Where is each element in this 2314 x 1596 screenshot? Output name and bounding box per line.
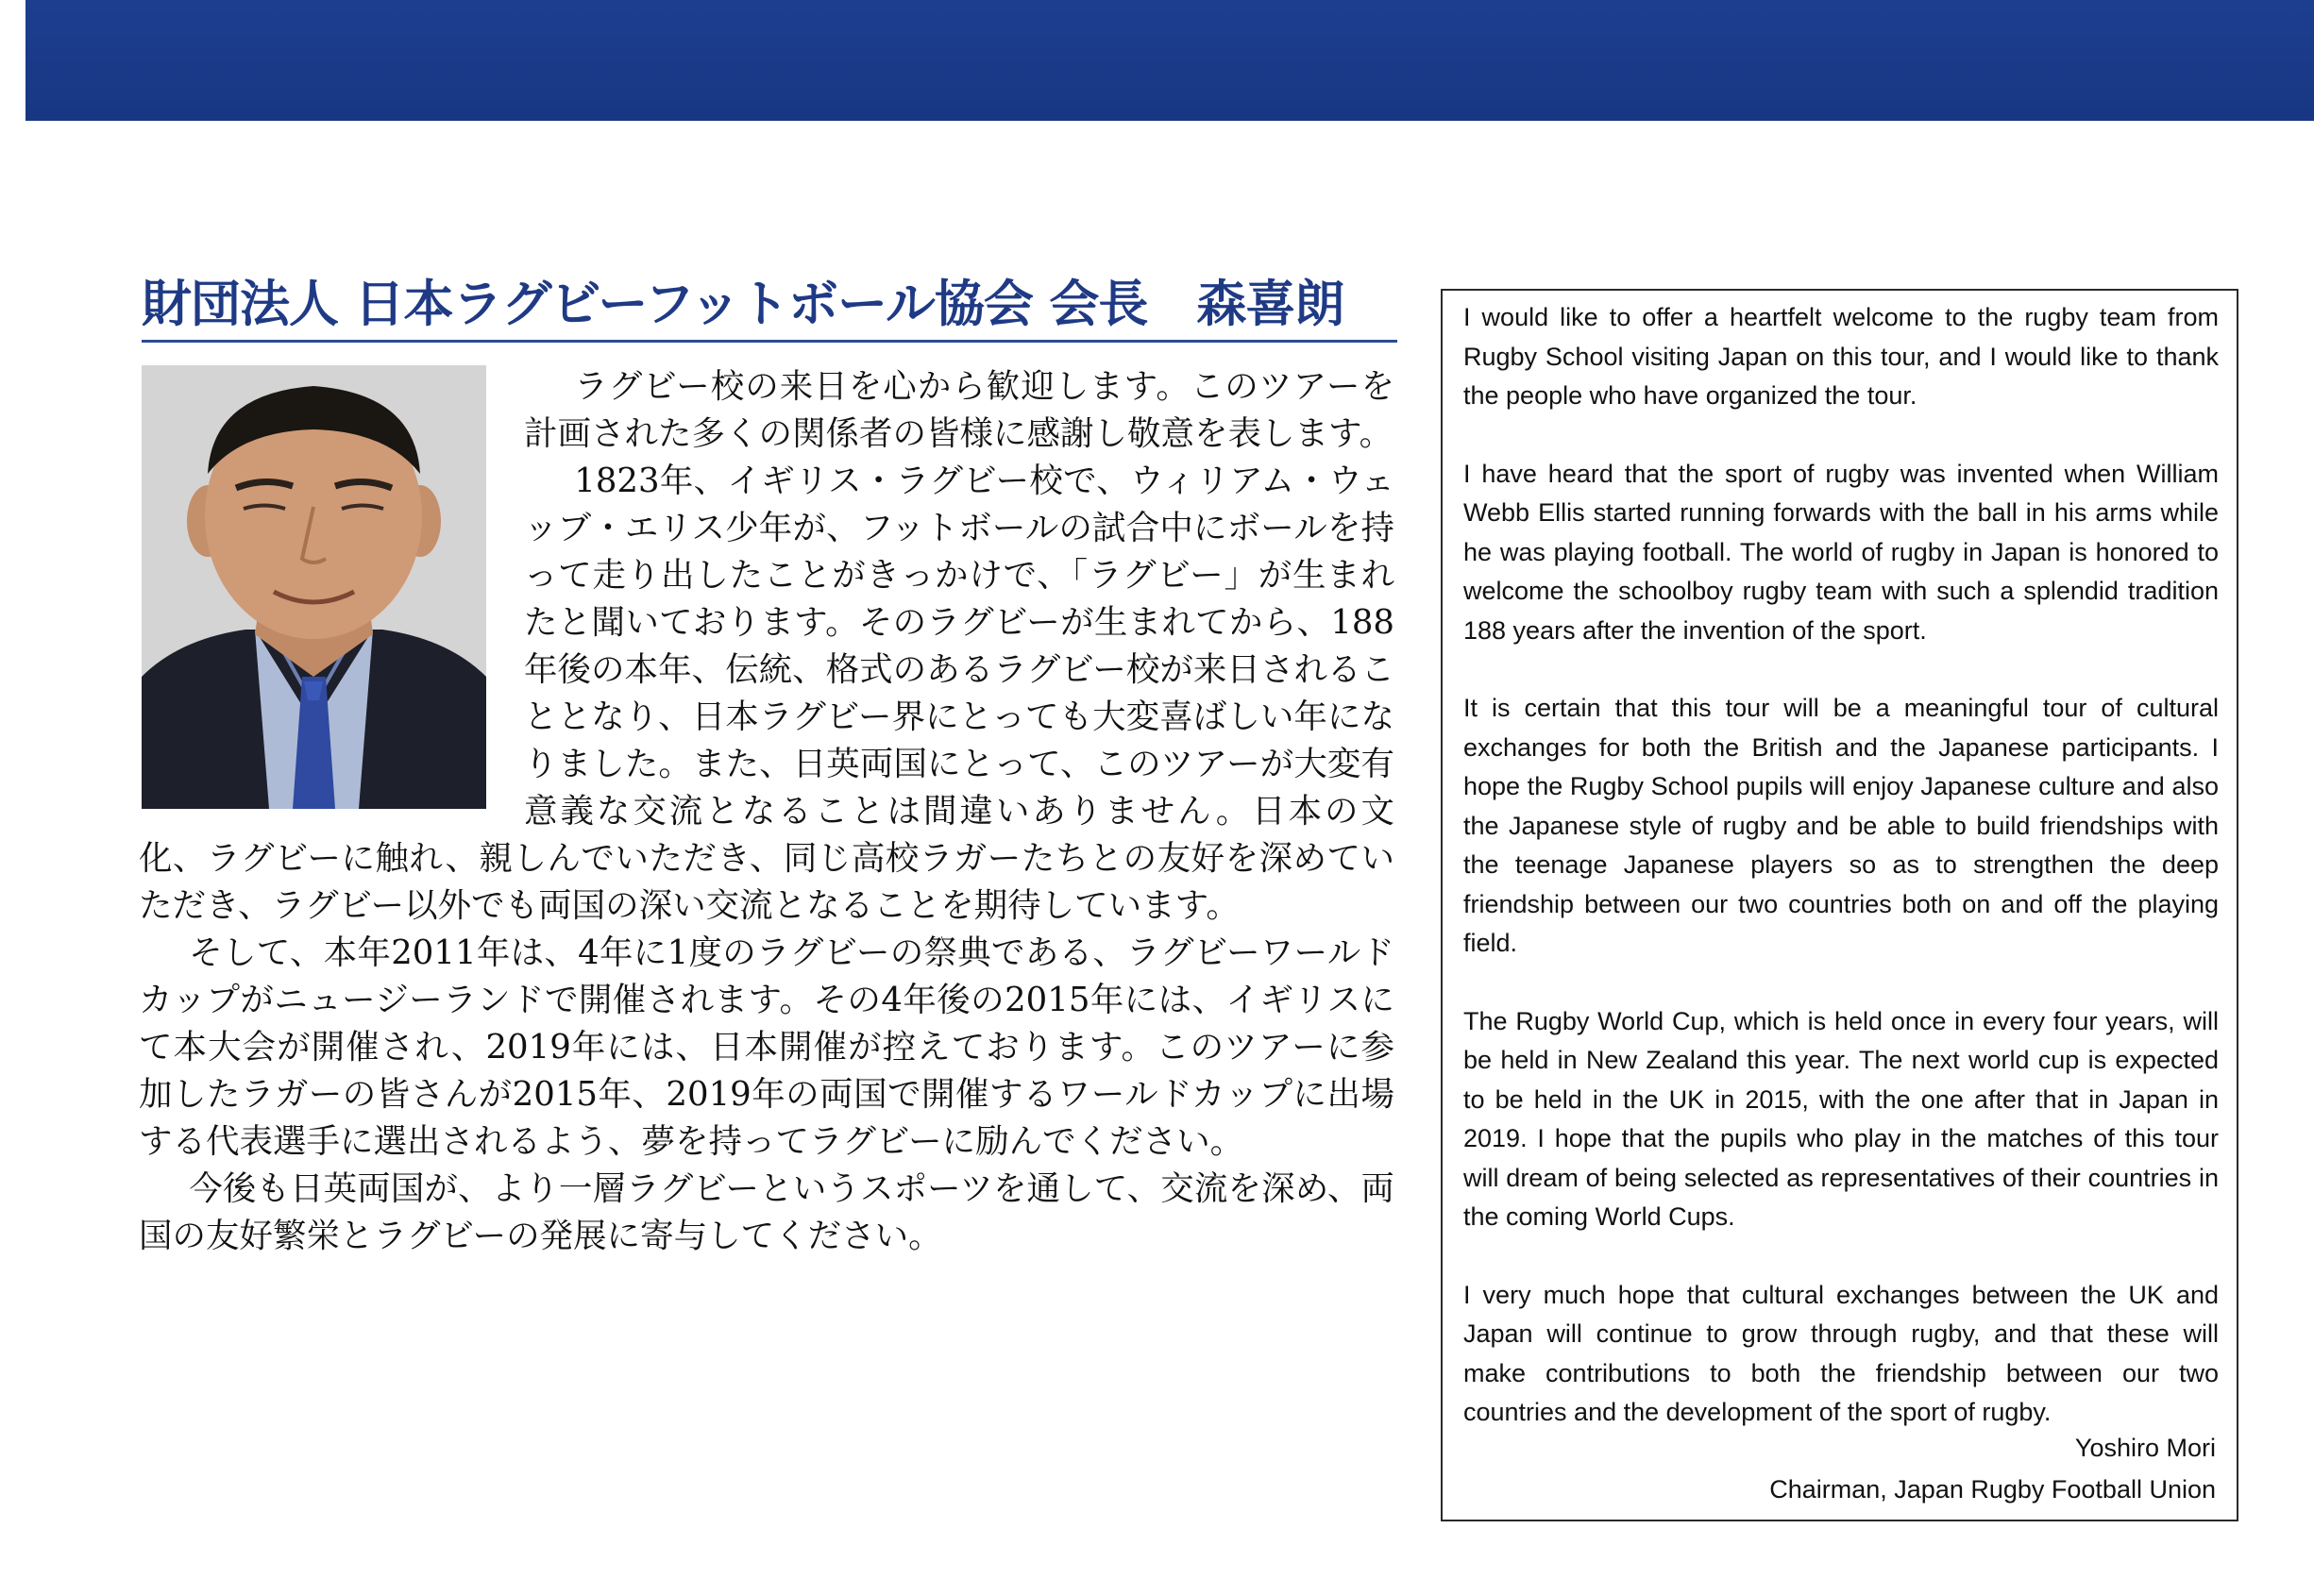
- header-band: [25, 0, 2314, 121]
- page-title: 財団法人 日本ラグビーフットボール協会 会長 森喜朗: [142, 275, 1344, 333]
- photo-text-wrap: [139, 363, 524, 809]
- english-translation-box: [1441, 289, 2238, 1521]
- japanese-paragraph-1: ラグビー校の来日を心から歓迎します。このツアーを計画された多くの関係者の皆様に感謝し敬意を表します。: [524, 367, 1394, 453]
- english-paragraph-2: I have heard that the sport of rugby was invented when William Webb Ellis started running forwards with the ball in his arms while he was playing football. The world of rugby in Japan is honored to welcome the schoolboy rugby team with such a splendid tradition 188 years after the invention of the sport.: [1463, 459, 2219, 645]
- signature-title: Chairman, Japan Rugby Football Union: [1769, 1475, 2216, 1504]
- english-paragraph-1: I would like to offer a heartfelt welcome to the rugby team from Rugby School visiting Japan on this tour, and I would like to thank the people who have organized the tour.: [1463, 303, 2219, 410]
- title-underline: [142, 340, 1397, 343]
- english-paragraph-4: The Rugby World Cup, which is held once in every four years, will be held in New Zealand this year. The next world cup is expected to be held in the UK in 2015, with the one after that in Japan in 2019. I hope that the pupils who play in the matches of this tour will dream of being selected as representatives of their countries in the coming World Cups.: [1463, 1006, 2219, 1231]
- signature-block: [1769, 1427, 2216, 1510]
- english-message: [1463, 298, 2219, 1471]
- signature-name: Yoshiro Mori: [2074, 1434, 2216, 1462]
- japanese-paragraph-3: そして、本年2011年は、4年に1度のラグビーの祭典である、ラグビーワールドカップがニュージーランドで開催されます。その4年後の2015年には、イギリスにて本大会が開催され、2019年には、日本開催が控えております。このツアーに参加したラガーの皆さんが2015年、2019年の両国で開催するワールドカップに出場する代表選手に選出されるよう、夢を持ってラグビーに励んでください。: [139, 933, 1394, 1161]
- japanese-paragraph-2: 1823年、イギリス・ラグビー校で、ウィリアム・ウェッブ・エリス少年が、フットボールの試合中にボールを持って走り出したことがきっかけで、「ラグビー」が生まれたと聞いております。そのラグビーが生まれてから、188年後の本年、伝統、格式のあるラグビー校が来日されることとなり、日本ラグビー界にとっても大変喜ばしい年になりました。また、日英両国にとって、このツアーが大変有意義な交流となることは間違いありません。日本の文化、ラグビーに触れ、親しんでいただき、同じ高校ラガーたちとの友好を深めていただき、ラグビー以外でも両国の深い交流となることを期待しています。: [139, 462, 1394, 925]
- japanese-message: [139, 363, 1394, 1260]
- english-paragraph-3: It is certain that this tour will be a meaningful tour of cultural exchanges for both the British and the Japanese participants. I hope the Rugby School pupils will enjoy Japanese culture and also the Japanese style of rugby and be able to build friendships with the teenage Japanese players so as to strengthen the deep friendship between our two countries both on and off the playing field.: [1463, 694, 2219, 957]
- japanese-paragraph-4: 今後も日英両国が、より一層ラグビーというスポーツを通して、交流を深め、両国の友好繁栄とラグビーの発展に寄与してください。: [139, 1169, 1394, 1255]
- english-paragraph-5: I very much hope that cultural exchanges between the UK and Japan will continue to grow through rugby, and that these will make contributions to both the friendship between our two countries and the development of the sport of rugby.: [1463, 1280, 2219, 1426]
